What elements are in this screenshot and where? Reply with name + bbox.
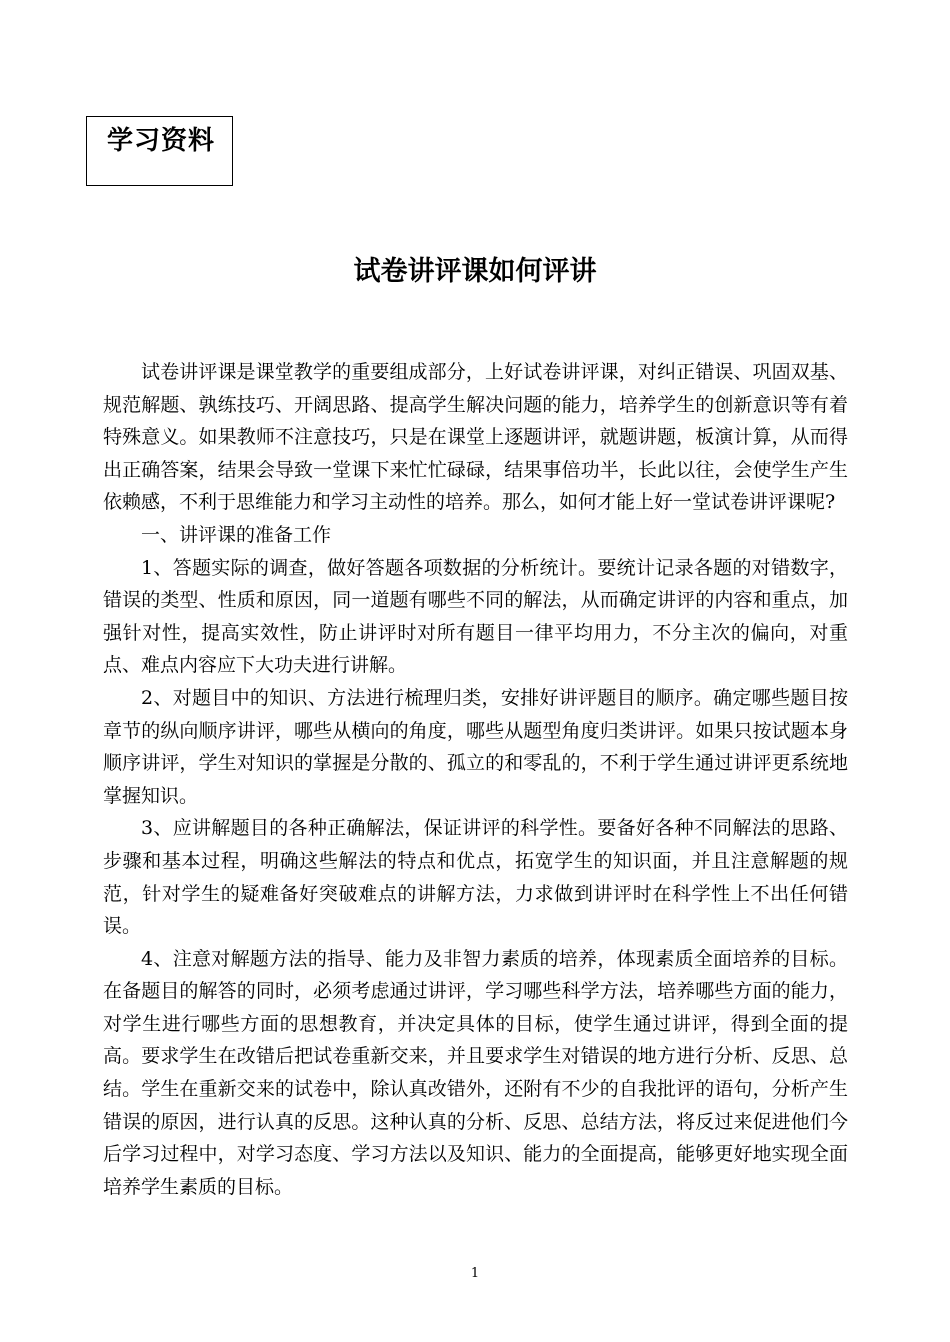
page-title: 试卷讲评课如何评讲 bbox=[353, 256, 597, 287]
paragraph-item-2: 2、对题目中的知识、方法进行梳理归类，安排好讲评题目的顺序。确定哪些题目按章节的纵向顺序讲评，哪些从横向的角度，哪些从题型角度归类讲评。如果只按试题本身顺序讲评，学生对知识的掌握是分散的、孤立的和零乱的，不利于学生通过讲评更系统地掌握知识。 bbox=[103, 686, 848, 807]
section-heading: 一、讲评课的准备工作 bbox=[141, 523, 332, 546]
paragraph-item-4: 4、注意对解题方法的指导、能力及非智力素质的培养，体现素质全面培养的目标。在备题目的解答的同时，必须考虑通过讲评，学习哪些科学方法，培养哪些方面的能力，对学生进行哪些方面的思想教育，并决定具体的目标，使学生通过讲评，得到全面的提高。要求学生在改错后把试卷重新交来，并且要求学生对错误的地方进行分析、反思、总结。学生在重新交来的试卷中，除认真改错外，还附有不少的自我批评的语句，分析产生错误的原因，进行认真的反思。这种认真的分析、反思、总结方法，将反过来促进他们今后学习过程中，对学习态度、学习方法以及知识、能力的全面提高，能够更好地实现全面培养学生素质的目标。 bbox=[103, 947, 848, 1198]
page-number: 1 bbox=[470, 1266, 480, 1281]
article-body bbox=[103, 356, 848, 1203]
document-label: 学习资料 bbox=[107, 126, 216, 156]
document-label-box bbox=[86, 116, 233, 186]
intro-paragraph: 试卷讲评课是课堂教学的重要组成部分，上好试卷讲评课，对纠正错误、巩固双基、规范解题、孰练技巧、开阔思路、提高学生解决问题的能力，培养学生的创新意识等有着特殊意义。如果教师不注意技巧，只是在课堂上逐题讲评，就题讲题，板演计算，从而得出正确答案，结果会导致一堂课下来忙忙碌碌，结果事倍功半，长此以往，会使学生产生依赖感，不利于思维能力和学习主动性的培养。那么，如何才能上好一堂试卷讲评课呢? bbox=[103, 361, 848, 514]
paragraph-item-1: 1、答题实际的调查，做好答题各项数据的分析统计。要统计记录各题的对错数字，错误的类型、性质和原因，同一道题有哪些不同的解法，从而确定讲评的内容和重点，加强针对性，提高实效性，防止讲评时对所有题目一律平均用力，不分主次的偏向，对重点、难点内容应下大功夫进行讲解。 bbox=[103, 556, 848, 677]
paragraph-item-3: 3、应讲解题目的各种正确解法，保证讲评的科学性。要备好各种不同解法的思路、步骤和基本过程，明确这些解法的特点和优点，拓宽学生的知识面，并且注意解题的规范，针对学生的疑难备好突破难点的讲解方法，力求做到讲评时在科学性上不出任何错误。 bbox=[103, 817, 848, 938]
